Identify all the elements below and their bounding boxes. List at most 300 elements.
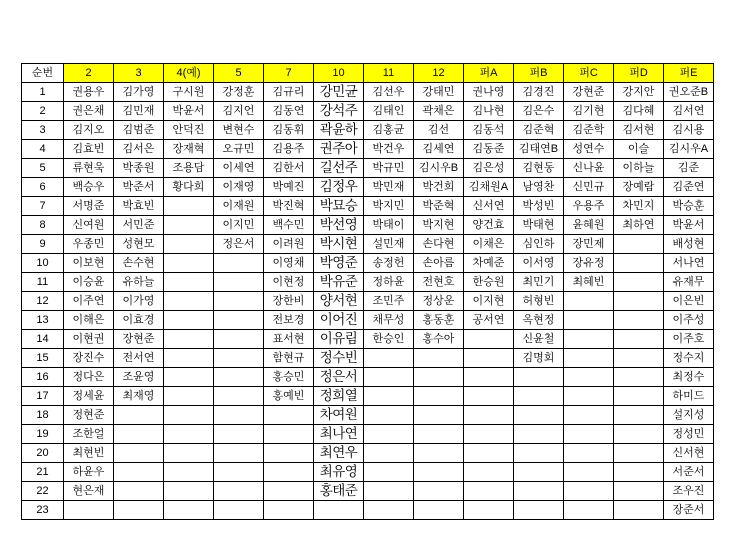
table-cell[interactable]: 김지언	[214, 102, 264, 121]
table-cell[interactable]: 차민지	[614, 197, 664, 216]
table-cell[interactable]: 강지안	[614, 83, 664, 102]
table-cell[interactable]: 최유영	[314, 463, 364, 482]
table-cell[interactable]	[614, 311, 664, 330]
row-number-cell[interactable]: 18	[22, 406, 64, 425]
row-number-cell[interactable]: 6	[22, 178, 64, 197]
table-cell[interactable]: 하윤우	[64, 463, 114, 482]
table-cell[interactable]: 장준서	[664, 501, 714, 520]
table-cell[interactable]: 김동연	[264, 102, 314, 121]
table-cell[interactable]: 허형빈	[514, 292, 564, 311]
table-cell[interactable]: 최재영	[114, 387, 164, 406]
table-cell[interactable]: 이지현	[464, 292, 514, 311]
table-cell[interactable]: 전보경	[264, 311, 314, 330]
table-cell[interactable]: 최정수	[664, 368, 714, 387]
table-cell[interactable]: 유하늘	[114, 273, 164, 292]
table-cell[interactable]: 이세연	[214, 159, 264, 178]
table-cell[interactable]	[164, 292, 214, 311]
table-cell[interactable]: 심인하	[514, 235, 564, 254]
table-cell[interactable]	[164, 406, 214, 425]
table-cell[interactable]: 옥현정	[514, 311, 564, 330]
table-cell[interactable]: 신여원	[64, 216, 114, 235]
table-cell[interactable]	[364, 482, 414, 501]
table-cell[interactable]: 김범준	[114, 121, 164, 140]
table-cell[interactable]	[564, 501, 614, 520]
table-cell[interactable]: 김태연B	[514, 140, 564, 159]
table-cell[interactable]: 최하연	[614, 216, 664, 235]
table-cell[interactable]	[264, 463, 314, 482]
table-cell[interactable]: 최현빈	[64, 444, 114, 463]
table-cell[interactable]: 최민기	[514, 273, 564, 292]
table-cell[interactable]: 송정헌	[364, 254, 414, 273]
table-cell[interactable]: 조우진	[664, 482, 714, 501]
table-cell[interactable]: 강민균	[314, 83, 364, 102]
table-cell[interactable]: 이하늘	[614, 159, 664, 178]
table-cell[interactable]: 전현호	[414, 273, 464, 292]
table-cell[interactable]	[614, 368, 664, 387]
table-cell[interactable]: 김준혁	[514, 121, 564, 140]
table-cell[interactable]: 이재영	[214, 178, 264, 197]
table-cell[interactable]: 박시현	[314, 235, 364, 254]
table-cell[interactable]	[164, 273, 214, 292]
table-cell[interactable]	[614, 444, 664, 463]
table-cell[interactable]: 박예진	[264, 178, 314, 197]
table-cell[interactable]: 김가영	[114, 83, 164, 102]
table-cell[interactable]: 정수빈	[314, 349, 364, 368]
table-cell[interactable]: 구시원	[164, 83, 214, 102]
table-cell[interactable]: 손다현	[414, 235, 464, 254]
table-cell[interactable]	[464, 482, 514, 501]
table-cell[interactable]: 길선주	[314, 159, 364, 178]
table-cell[interactable]: 홍동훈	[414, 311, 464, 330]
table-cell[interactable]	[164, 482, 214, 501]
row-number-cell[interactable]: 3	[22, 121, 64, 140]
table-cell[interactable]	[214, 330, 264, 349]
table-cell[interactable]: 백수민	[264, 216, 314, 235]
table-cell[interactable]: 김선	[414, 121, 464, 140]
table-cell[interactable]: 권은채	[64, 102, 114, 121]
row-number-cell[interactable]: 4	[22, 140, 64, 159]
table-cell[interactable]: 한승인	[364, 330, 414, 349]
table-cell[interactable]: 김세연	[414, 140, 464, 159]
table-cell[interactable]	[164, 197, 214, 216]
row-number-cell[interactable]: 20	[22, 444, 64, 463]
table-cell[interactable]: 박영준	[314, 254, 364, 273]
table-cell[interactable]	[314, 501, 364, 520]
table-cell[interactable]: 김규리	[264, 83, 314, 102]
table-cell[interactable]: 장재혁	[164, 140, 214, 159]
column-header-1[interactable]: 2	[64, 64, 114, 83]
row-number-cell[interactable]: 8	[22, 216, 64, 235]
table-cell[interactable]: 김서연	[664, 102, 714, 121]
table-cell[interactable]	[564, 444, 614, 463]
table-cell[interactable]: 이어진	[314, 311, 364, 330]
table-cell[interactable]	[464, 501, 514, 520]
table-cell[interactable]: 박건우	[364, 140, 414, 159]
table-cell[interactable]: 함현규	[264, 349, 314, 368]
table-cell[interactable]	[114, 444, 164, 463]
table-cell[interactable]	[564, 425, 614, 444]
table-cell[interactable]: 이현정	[264, 273, 314, 292]
table-cell[interactable]: 김민재	[114, 102, 164, 121]
table-cell[interactable]	[614, 406, 664, 425]
table-cell[interactable]	[114, 482, 164, 501]
column-header-7[interactable]: 11	[364, 64, 414, 83]
table-cell[interactable]: 정하윤	[364, 273, 414, 292]
table-cell[interactable]: 김한서	[264, 159, 314, 178]
table-cell[interactable]: 조한얼	[64, 425, 114, 444]
table-cell[interactable]: 하미드	[664, 387, 714, 406]
table-cell[interactable]	[414, 444, 464, 463]
table-cell[interactable]: 설지성	[664, 406, 714, 425]
table-cell[interactable]: 조윤영	[114, 368, 164, 387]
table-cell[interactable]: 장민제	[564, 235, 614, 254]
table-cell[interactable]: 강태민	[414, 83, 464, 102]
table-cell[interactable]: 정은서	[214, 235, 264, 254]
column-header-12[interactable]: 퍼D	[614, 64, 664, 83]
table-cell[interactable]: 정희열	[314, 387, 364, 406]
table-cell[interactable]: 김나현	[464, 102, 514, 121]
table-cell[interactable]: 표서현	[264, 330, 314, 349]
column-header-10[interactable]: 퍼B	[514, 64, 564, 83]
table-cell[interactable]: 홍태준	[314, 482, 364, 501]
table-cell[interactable]: 이채은	[464, 235, 514, 254]
table-cell[interactable]: 서명준	[64, 197, 114, 216]
table-cell[interactable]: 김현동	[514, 159, 564, 178]
table-cell[interactable]: 현은재	[64, 482, 114, 501]
table-cell[interactable]: 박선영	[314, 216, 364, 235]
table-cell[interactable]: 박태현	[514, 216, 564, 235]
table-cell[interactable]: 김다혜	[614, 102, 664, 121]
table-cell[interactable]: 장진수	[64, 349, 114, 368]
table-cell[interactable]: 박규민	[364, 159, 414, 178]
table-cell[interactable]	[564, 406, 614, 425]
table-cell[interactable]	[514, 463, 564, 482]
table-cell[interactable]: 강정훈	[214, 83, 264, 102]
table-cell[interactable]: 곽채은	[414, 102, 464, 121]
table-cell[interactable]: 김준	[664, 159, 714, 178]
table-cell[interactable]: 우용주	[564, 197, 614, 216]
table-cell[interactable]	[464, 387, 514, 406]
table-cell[interactable]: 홍수아	[414, 330, 464, 349]
table-cell[interactable]: 정다은	[64, 368, 114, 387]
table-cell[interactable]: 김시우A	[664, 140, 714, 159]
table-cell[interactable]	[64, 501, 114, 520]
table-cell[interactable]: 안덕진	[164, 121, 214, 140]
table-cell[interactable]: 박지현	[414, 216, 464, 235]
table-cell[interactable]: 서준서	[664, 463, 714, 482]
table-cell[interactable]: 이영채	[264, 254, 314, 273]
table-cell[interactable]: 김서현	[614, 121, 664, 140]
table-cell[interactable]	[214, 292, 264, 311]
table-cell[interactable]: 김은성	[464, 159, 514, 178]
table-cell[interactable]: 김서은	[114, 140, 164, 159]
table-cell[interactable]	[164, 216, 214, 235]
table-cell[interactable]: 김기현	[564, 102, 614, 121]
table-cell[interactable]	[614, 501, 664, 520]
column-header-13[interactable]: 퍼E	[664, 64, 714, 83]
table-cell[interactable]: 김홍균	[364, 121, 414, 140]
table-cell[interactable]: 정세윤	[64, 387, 114, 406]
table-cell[interactable]: 조용담	[164, 159, 214, 178]
table-cell[interactable]	[214, 425, 264, 444]
table-cell[interactable]: 김준연	[664, 178, 714, 197]
table-cell[interactable]: 권주아	[314, 140, 364, 159]
table-cell[interactable]: 곽윤하	[314, 121, 364, 140]
table-cell[interactable]: 김정우	[314, 178, 364, 197]
table-cell[interactable]: 김지오	[64, 121, 114, 140]
table-cell[interactable]: 신서현	[664, 444, 714, 463]
table-cell[interactable]: 오규민	[214, 140, 264, 159]
table-cell[interactable]	[214, 254, 264, 273]
table-cell[interactable]: 전서연	[114, 349, 164, 368]
column-header-6[interactable]: 10	[314, 64, 364, 83]
table-cell[interactable]	[614, 463, 664, 482]
table-cell[interactable]: 이주성	[664, 311, 714, 330]
table-cell[interactable]: 정은서	[314, 368, 364, 387]
table-cell[interactable]	[264, 501, 314, 520]
table-cell[interactable]: 이유림	[314, 330, 364, 349]
row-number-cell[interactable]: 12	[22, 292, 64, 311]
table-cell[interactable]	[614, 292, 664, 311]
table-cell[interactable]: 박종원	[114, 159, 164, 178]
table-cell[interactable]: 이현권	[64, 330, 114, 349]
table-cell[interactable]	[464, 349, 514, 368]
table-cell[interactable]	[264, 425, 314, 444]
table-cell[interactable]	[564, 311, 614, 330]
table-cell[interactable]	[164, 349, 214, 368]
table-cell[interactable]: 장유정	[564, 254, 614, 273]
table-cell[interactable]	[614, 254, 664, 273]
table-cell[interactable]: 김선우	[364, 83, 414, 102]
column-header-2[interactable]: 3	[114, 64, 164, 83]
table-cell[interactable]	[264, 406, 314, 425]
table-cell[interactable]: 김동휘	[264, 121, 314, 140]
table-cell[interactable]	[514, 501, 564, 520]
table-cell[interactable]: 홍승민	[264, 368, 314, 387]
table-cell[interactable]	[614, 425, 664, 444]
table-cell[interactable]: 이서영	[514, 254, 564, 273]
table-cell[interactable]: 최나연	[314, 425, 364, 444]
column-header-5[interactable]: 7	[264, 64, 314, 83]
table-cell[interactable]	[214, 387, 264, 406]
table-cell[interactable]	[364, 463, 414, 482]
row-number-cell[interactable]: 5	[22, 159, 64, 178]
table-cell[interactable]: 박묘승	[314, 197, 364, 216]
table-cell[interactable]: 김효빈	[64, 140, 114, 159]
table-cell[interactable]	[614, 330, 664, 349]
table-cell[interactable]	[214, 463, 264, 482]
table-cell[interactable]: 이주연	[64, 292, 114, 311]
table-cell[interactable]	[414, 406, 464, 425]
table-cell[interactable]	[214, 482, 264, 501]
column-header-9[interactable]: 퍼A	[464, 64, 514, 83]
table-cell[interactable]	[364, 387, 414, 406]
table-cell[interactable]	[514, 425, 564, 444]
table-cell[interactable]: 백승우	[64, 178, 114, 197]
table-cell[interactable]: 남영찬	[514, 178, 564, 197]
table-cell[interactable]: 정성민	[664, 425, 714, 444]
table-cell[interactable]	[464, 368, 514, 387]
table-cell[interactable]: 우종민	[64, 235, 114, 254]
row-number-cell[interactable]: 21	[22, 463, 64, 482]
table-cell[interactable]: 김채원A	[464, 178, 514, 197]
table-cell[interactable]	[114, 406, 164, 425]
table-cell[interactable]: 이슬	[614, 140, 664, 159]
table-cell[interactable]	[114, 425, 164, 444]
table-cell[interactable]	[614, 273, 664, 292]
table-cell[interactable]: 최연우	[314, 444, 364, 463]
table-cell[interactable]	[164, 501, 214, 520]
row-number-header[interactable]: 순번	[22, 64, 64, 83]
table-cell[interactable]: 황다희	[164, 178, 214, 197]
table-cell[interactable]: 신민규	[564, 178, 614, 197]
table-cell[interactable]: 유재무	[664, 273, 714, 292]
table-cell[interactable]: 윤혜원	[564, 216, 614, 235]
table-cell[interactable]: 성연수	[564, 140, 614, 159]
table-cell[interactable]	[214, 406, 264, 425]
table-cell[interactable]: 이해은	[64, 311, 114, 330]
table-cell[interactable]	[414, 463, 464, 482]
table-cell[interactable]: 김명회	[514, 349, 564, 368]
table-cell[interactable]: 이은빈	[664, 292, 714, 311]
table-cell[interactable]: 손수현	[114, 254, 164, 273]
table-cell[interactable]: 권용우	[64, 83, 114, 102]
table-cell[interactable]	[614, 349, 664, 368]
table-cell[interactable]: 이효경	[114, 311, 164, 330]
table-cell[interactable]: 박윤서	[164, 102, 214, 121]
row-number-cell[interactable]: 13	[22, 311, 64, 330]
table-cell[interactable]: 박승훈	[664, 197, 714, 216]
table-cell[interactable]: 양서현	[314, 292, 364, 311]
table-cell[interactable]: 채무성	[364, 311, 414, 330]
table-cell[interactable]: 차여원	[314, 406, 364, 425]
row-number-cell[interactable]: 9	[22, 235, 64, 254]
table-cell[interactable]	[514, 406, 564, 425]
column-header-4[interactable]: 5	[214, 64, 264, 83]
table-cell[interactable]: 박윤서	[664, 216, 714, 235]
table-cell[interactable]	[364, 444, 414, 463]
table-cell[interactable]: 배성현	[664, 235, 714, 254]
table-cell[interactable]: 박효빈	[114, 197, 164, 216]
table-cell[interactable]	[164, 444, 214, 463]
table-cell[interactable]	[414, 501, 464, 520]
row-number-cell[interactable]: 10	[22, 254, 64, 273]
table-cell[interactable]: 박유준	[314, 273, 364, 292]
table-cell[interactable]: 박준혁	[414, 197, 464, 216]
table-cell[interactable]: 김준학	[564, 121, 614, 140]
table-cell[interactable]: 이주호	[664, 330, 714, 349]
table-cell[interactable]	[164, 463, 214, 482]
table-cell[interactable]: 성현모	[114, 235, 164, 254]
table-cell[interactable]	[564, 463, 614, 482]
table-cell[interactable]: 서민준	[114, 216, 164, 235]
table-cell[interactable]	[164, 368, 214, 387]
table-cell[interactable]: 손아름	[414, 254, 464, 273]
table-cell[interactable]	[114, 501, 164, 520]
table-cell[interactable]: 장현준	[114, 330, 164, 349]
table-cell[interactable]: 권나영	[464, 83, 514, 102]
table-cell[interactable]: 한승원	[464, 273, 514, 292]
table-cell[interactable]	[514, 368, 564, 387]
table-cell[interactable]	[464, 330, 514, 349]
table-cell[interactable]: 박민재	[364, 178, 414, 197]
row-number-cell[interactable]: 1	[22, 83, 64, 102]
table-cell[interactable]	[164, 254, 214, 273]
table-cell[interactable]: 신서연	[464, 197, 514, 216]
table-cell[interactable]: 이려원	[264, 235, 314, 254]
table-cell[interactable]: 이보현	[64, 254, 114, 273]
table-cell[interactable]: 박지민	[364, 197, 414, 216]
table-cell[interactable]: 이승윤	[64, 273, 114, 292]
table-cell[interactable]	[464, 406, 514, 425]
row-number-cell[interactable]: 19	[22, 425, 64, 444]
table-cell[interactable]: 이가영	[114, 292, 164, 311]
table-cell[interactable]: 강석주	[314, 102, 364, 121]
table-cell[interactable]: 이재원	[214, 197, 264, 216]
table-cell[interactable]	[564, 330, 614, 349]
table-cell[interactable]: 김동석	[464, 121, 514, 140]
row-number-cell[interactable]: 7	[22, 197, 64, 216]
table-cell[interactable]	[414, 387, 464, 406]
row-number-cell[interactable]: 11	[22, 273, 64, 292]
table-cell[interactable]: 김은수	[514, 102, 564, 121]
table-cell[interactable]: 박태이	[364, 216, 414, 235]
table-cell[interactable]	[214, 444, 264, 463]
table-cell[interactable]	[214, 368, 264, 387]
table-cell[interactable]: 김동준	[464, 140, 514, 159]
table-cell[interactable]	[464, 425, 514, 444]
table-cell[interactable]	[614, 482, 664, 501]
table-cell[interactable]	[364, 368, 414, 387]
table-cell[interactable]	[214, 311, 264, 330]
table-cell[interactable]	[164, 311, 214, 330]
table-cell[interactable]	[464, 444, 514, 463]
table-cell[interactable]	[164, 425, 214, 444]
table-cell[interactable]	[514, 444, 564, 463]
table-cell[interactable]	[264, 482, 314, 501]
table-cell[interactable]: 서나연	[664, 254, 714, 273]
table-cell[interactable]	[614, 235, 664, 254]
table-cell[interactable]: 조민주	[364, 292, 414, 311]
table-cell[interactable]: 정수지	[664, 349, 714, 368]
table-cell[interactable]	[514, 482, 564, 501]
table-cell[interactable]	[364, 406, 414, 425]
table-cell[interactable]	[614, 387, 664, 406]
table-cell[interactable]: 양건효	[464, 216, 514, 235]
row-number-cell[interactable]: 23	[22, 501, 64, 520]
table-cell[interactable]	[264, 444, 314, 463]
table-cell[interactable]	[114, 463, 164, 482]
table-cell[interactable]	[414, 425, 464, 444]
table-cell[interactable]: 김시우B	[414, 159, 464, 178]
table-cell[interactable]	[214, 501, 264, 520]
table-cell[interactable]: 장예람	[614, 178, 664, 197]
table-cell[interactable]	[164, 235, 214, 254]
row-number-cell[interactable]: 15	[22, 349, 64, 368]
table-cell[interactable]	[564, 292, 614, 311]
table-cell[interactable]	[414, 482, 464, 501]
table-cell[interactable]: 류현욱	[64, 159, 114, 178]
table-cell[interactable]: 김경진	[514, 83, 564, 102]
table-cell[interactable]: 신나윤	[564, 159, 614, 178]
table-cell[interactable]: 김시용	[664, 121, 714, 140]
table-cell[interactable]	[364, 501, 414, 520]
row-number-cell[interactable]: 14	[22, 330, 64, 349]
table-cell[interactable]	[564, 387, 614, 406]
table-cell[interactable]	[414, 368, 464, 387]
table-cell[interactable]: 정상운	[414, 292, 464, 311]
table-cell[interactable]	[164, 387, 214, 406]
